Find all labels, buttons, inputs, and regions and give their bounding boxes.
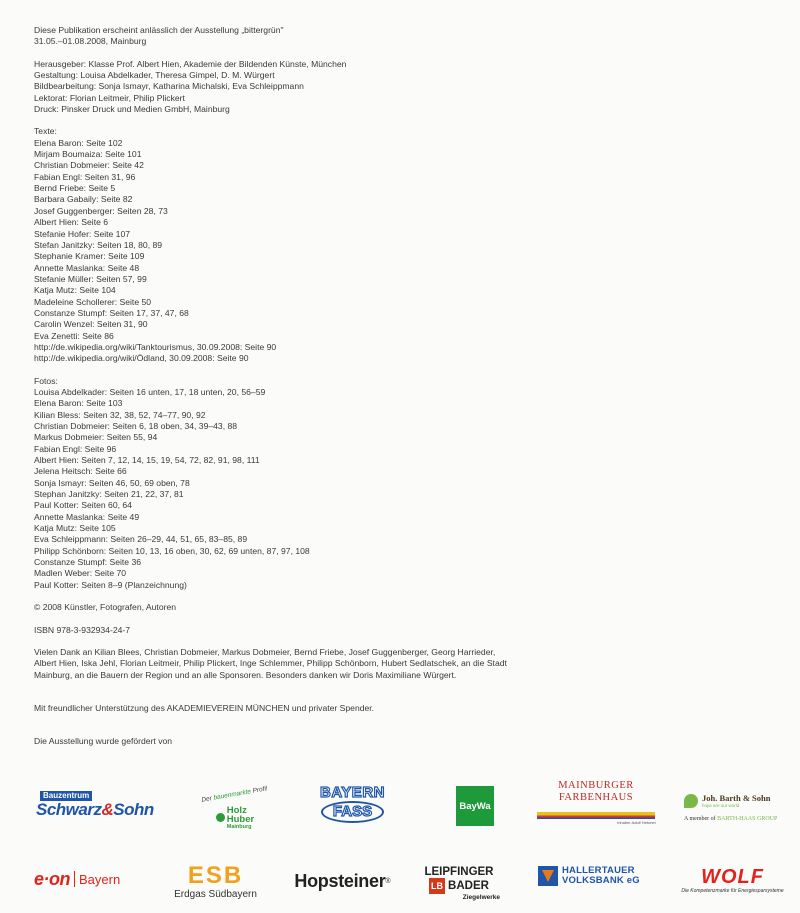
copyright-line: © 2008 Künstler, Fotografen, Autoren (34, 602, 177, 613)
imprint-page (34, 25, 774, 759)
texte-item: Stefanie Müller: Seiten 57, 99 (34, 273, 147, 284)
logo-schwarz-amp: & (101, 800, 114, 819)
logo-holz-box (216, 806, 254, 830)
fotos-item: Kilian Bless: Seiten 32, 38, 52, 74–77, 90, 92 (34, 409, 206, 420)
logo-wolf-sub: Die Kompetenzmarke für Energiesparsysteme (681, 888, 784, 894)
fotos-item: Annette Maslanka: Seite 49 (34, 511, 140, 522)
logo-leipfinger-bader (418, 858, 500, 910)
texte-item: Stefanie Hofer: Seite 107 (34, 228, 131, 239)
logo-barth-member-b: BARTH-HAAS GROUP (717, 816, 778, 822)
logo-eon-bayern (34, 868, 149, 890)
credit-line: Lektorat: Florian Leitmeir, Philip Plickert (34, 92, 185, 103)
isbn-line: ISBN 978-3-932934-24-7 (34, 624, 131, 635)
logo-hopsteiner-name: Hopsteiner (294, 870, 386, 891)
logo-wolf-name: WOLF (701, 866, 764, 888)
texte-item: Eva Zenetti: Seite 86 (34, 330, 114, 341)
fotos-item: Albert Hien: Seiten 7, 12, 14, 15, 19, 54, 72, 82, 91, 98, 111 (34, 455, 260, 466)
logo-esb-erdgas-suedbayern (168, 860, 263, 904)
logo-eon-divider (74, 871, 75, 887)
logo-mainburger-stripe (537, 812, 655, 819)
logo-holz-sub: Mainburg (226, 823, 252, 830)
copyright (34, 602, 774, 613)
logo-bayernfass-t2: FASS (321, 801, 384, 823)
fotos-item: Constanze Stumpf: Seite 36 (34, 557, 142, 568)
logo-vb-text (562, 866, 640, 886)
logo-barth-name: Joh. Barth & Sohn (702, 793, 771, 803)
thanks-line: Vielen Dank an Kilian Blees, Christian Dobmeier, Markus Dobmeier, Bernd Friebe, Josef Guggenberger, Georg Harrieder, (34, 646, 496, 657)
logo-schwarz-b: Sohn (113, 800, 154, 819)
fotos-item: Elena Baron: Seite 103 (34, 398, 123, 409)
logo-bayern-fass (305, 782, 400, 826)
credits-block (34, 59, 774, 116)
fotos-item: Stephan Janitzky: Seiten 21, 22, 37, 81 (34, 489, 184, 500)
fotos-item: Jelena Heitsch: Seite 66 (34, 466, 127, 477)
fotos-block (34, 376, 774, 592)
logo-holz-names (227, 806, 254, 830)
logo-barth-member (684, 816, 777, 822)
texte-item: Barbara Gabaily: Seite 82 (34, 194, 133, 205)
logo-wolf (675, 860, 790, 900)
logo-holz-tag-b: bauenmarkte (213, 787, 252, 802)
logo-mainburger-small: Inhaber Adolf Hebmer (617, 819, 656, 825)
logo-barth-text (702, 794, 771, 808)
credit-line: Druck: Pinsker Druck und Medien GmbH, Mainburg (34, 104, 230, 115)
logo-hallertauer-volksbank (538, 862, 658, 890)
logo-joh-barth-sohn (684, 784, 779, 832)
texte-item: http://de.wikipedia.org/wiki/Ödland, 30.09.2008: Seite 90 (34, 353, 249, 364)
texte-item: Katja Mutz: Seite 104 (34, 285, 116, 296)
credit-line: Bildbearbeitung: Sonja Ismayr, Katharina Michalski, Eva Schleippmann (34, 81, 304, 92)
hop-leaf-icon (684, 794, 698, 808)
credit-line: Gestaltung: Louisa Abdelkader, Theresa Gimpel, D. M. Würgert (34, 70, 275, 81)
logo-holz-tag (201, 785, 268, 804)
support-note (34, 703, 774, 714)
logo-holz-name2: Huber (226, 813, 255, 825)
texte-item: Albert Hien: Seite 6 (34, 217, 109, 228)
intro-line: 31.05.–01.08.2008, Mainburg (34, 36, 147, 47)
logo-mainburger-t2: FARBENHAUS (558, 791, 634, 803)
logo-holz-huber (200, 780, 270, 840)
texte-item: Elena Baron: Seite 102 (34, 137, 123, 148)
logo-baywa: BayWa (456, 786, 494, 826)
thanks-line: Albert Hien, Iska Jehl, Florian Leitmeir, Philip Plickert, Inge Schlemmer, Philipp Schönborn, Hubert Sedlatschek, an die Stadt (34, 658, 507, 669)
volksbank-icon (538, 866, 558, 886)
texte-item: Stefan Janitzky: Seiten 18, 80, 89 (34, 239, 163, 250)
texte-item: http://de.wikipedia.org/wiki/Tanktourismus, 30.09.2008: Seite 90 (34, 341, 277, 352)
texte-item: Mirjam Boumaiza: Seite 101 (34, 149, 142, 160)
logo-mainburger-t1: MAINBURGER (558, 779, 634, 791)
logo-leip-t3: Ziegelwerke (462, 894, 500, 901)
logo-schwarz-a: Schwarz (36, 800, 102, 819)
fotos-item: Paul Kotter: Seiten 8–9 (Planzeichnung) (34, 579, 187, 590)
fotos-item: Madlen Weber: Seite 70 (34, 568, 127, 579)
isbn (34, 625, 774, 636)
fotos-item: Louisa Abdelkader: Seiten 16 unten, 17, 18 unten, 20, 56–59 (34, 386, 266, 397)
logo-holz-tag-a: Der (201, 794, 215, 804)
funded-line: Die Ausstellung wurde gefördert von (34, 736, 173, 747)
logo-holz-tag-c: Profi! (250, 784, 269, 795)
intro-line: Diese Publikation erscheint anlässlich der Ausstellung „bittergrün" (34, 25, 284, 35)
fotos-item: Philipp Schönborn: Seiten 10, 13, 16 oben, 30, 62, 69 unten, 87, 97, 108 (34, 545, 310, 556)
texte-item: Fabian Engl: Seiten 31, 96 (34, 171, 136, 182)
logo-mainburger-farbenhaus (536, 776, 656, 828)
sponsor-logos (0, 770, 800, 913)
logo-schwarz-main (36, 801, 154, 819)
texte-heading: Texte: (34, 126, 57, 137)
fotos-item: Katja Mutz: Seite 105 (34, 523, 116, 534)
texte-item: Carolin Wenzel: Seiten 31, 90 (34, 319, 148, 330)
logo-eon-mark: e·on (34, 868, 70, 889)
texte-block (34, 126, 774, 364)
fotos-item: Markus Dobmeier: Seiten 55, 94 (34, 432, 158, 443)
fotos-item: Fabian Engl: Seite 96 (34, 443, 117, 454)
funded-note (34, 736, 774, 747)
logo-bayernfass-t1: BAYERN (320, 784, 385, 801)
support-line: Mit freundlicher Unterstützung des AKADEMIEVEREIN MÜNCHEN und privater Spender. (34, 702, 375, 713)
fotos-heading: Fotos: (34, 375, 58, 386)
logo-eon-region: Bayern (79, 871, 121, 887)
logo-vb-t2: VOLKSBANK eG (562, 875, 640, 886)
logo-leip-t2: BADER (448, 879, 489, 892)
texte-item: Madeleine Schollerer: Seite 50 (34, 296, 152, 307)
fotos-item: Sonja Ismayr: Seiten 46, 50, 69 oben, 78 (34, 477, 190, 488)
logo-bauzentrum-schwarz-sohn (36, 790, 176, 820)
texte-item: Constanze Stumpf: Seiten 17, 37, 47, 68 (34, 307, 189, 318)
logo-barth-member-a: A member of (684, 816, 718, 822)
credit-line: Herausgeber: Klasse Prof. Albert Hien, Akademie der Bildenden Künste, München (34, 58, 347, 69)
logo-leip-mark: LB (429, 878, 445, 894)
texte-item: Josef Guggenberger: Seiten 28, 73 (34, 205, 168, 216)
texte-item: Annette Maslanka: Seite 48 (34, 262, 140, 273)
fotos-item: Paul Kotter: Seiten 60, 64 (34, 500, 132, 511)
texte-item: Christian Dobmeier: Seite 42 (34, 160, 144, 171)
thanks-line: Mainburg, an die Bauern der Region und an alle Sponsoren. Besonders danken wir Doris Maximiliane Würgert. (34, 669, 457, 680)
leaf-icon (216, 813, 225, 822)
logo-leip-t1: LEIPFINGER (424, 866, 494, 878)
logo-barth-row (684, 794, 771, 808)
intro-block (34, 25, 774, 48)
fotos-item: Eva Schleippmann: Seiten 26–29, 44, 51, 65, 83–85, 89 (34, 534, 248, 545)
texte-item: Stephanie Kramer: Seite 109 (34, 251, 145, 262)
logo-barth-sub: hops are our world (702, 803, 740, 808)
logo-schwarz-top: Bauzentrum (40, 791, 92, 801)
logo-leip-mid (429, 878, 489, 894)
logo-esb-sub: Erdgas Südbayern (174, 889, 257, 900)
logo-holz-name1: Holz (226, 804, 247, 816)
texte-item: Bernd Friebe: Seite 5 (34, 183, 116, 194)
logo-hopsteiner-mark: ® (385, 877, 391, 885)
fotos-item: Christian Dobmeier: Seiten 6, 18 oben, 34, 39–43, 88 (34, 421, 238, 431)
logo-esb-mark: ESB (187, 862, 244, 889)
logo-hopsteiner (285, 868, 400, 894)
logo-vb-t1: HALLERTAUER (562, 865, 635, 876)
thanks-block (34, 647, 774, 681)
